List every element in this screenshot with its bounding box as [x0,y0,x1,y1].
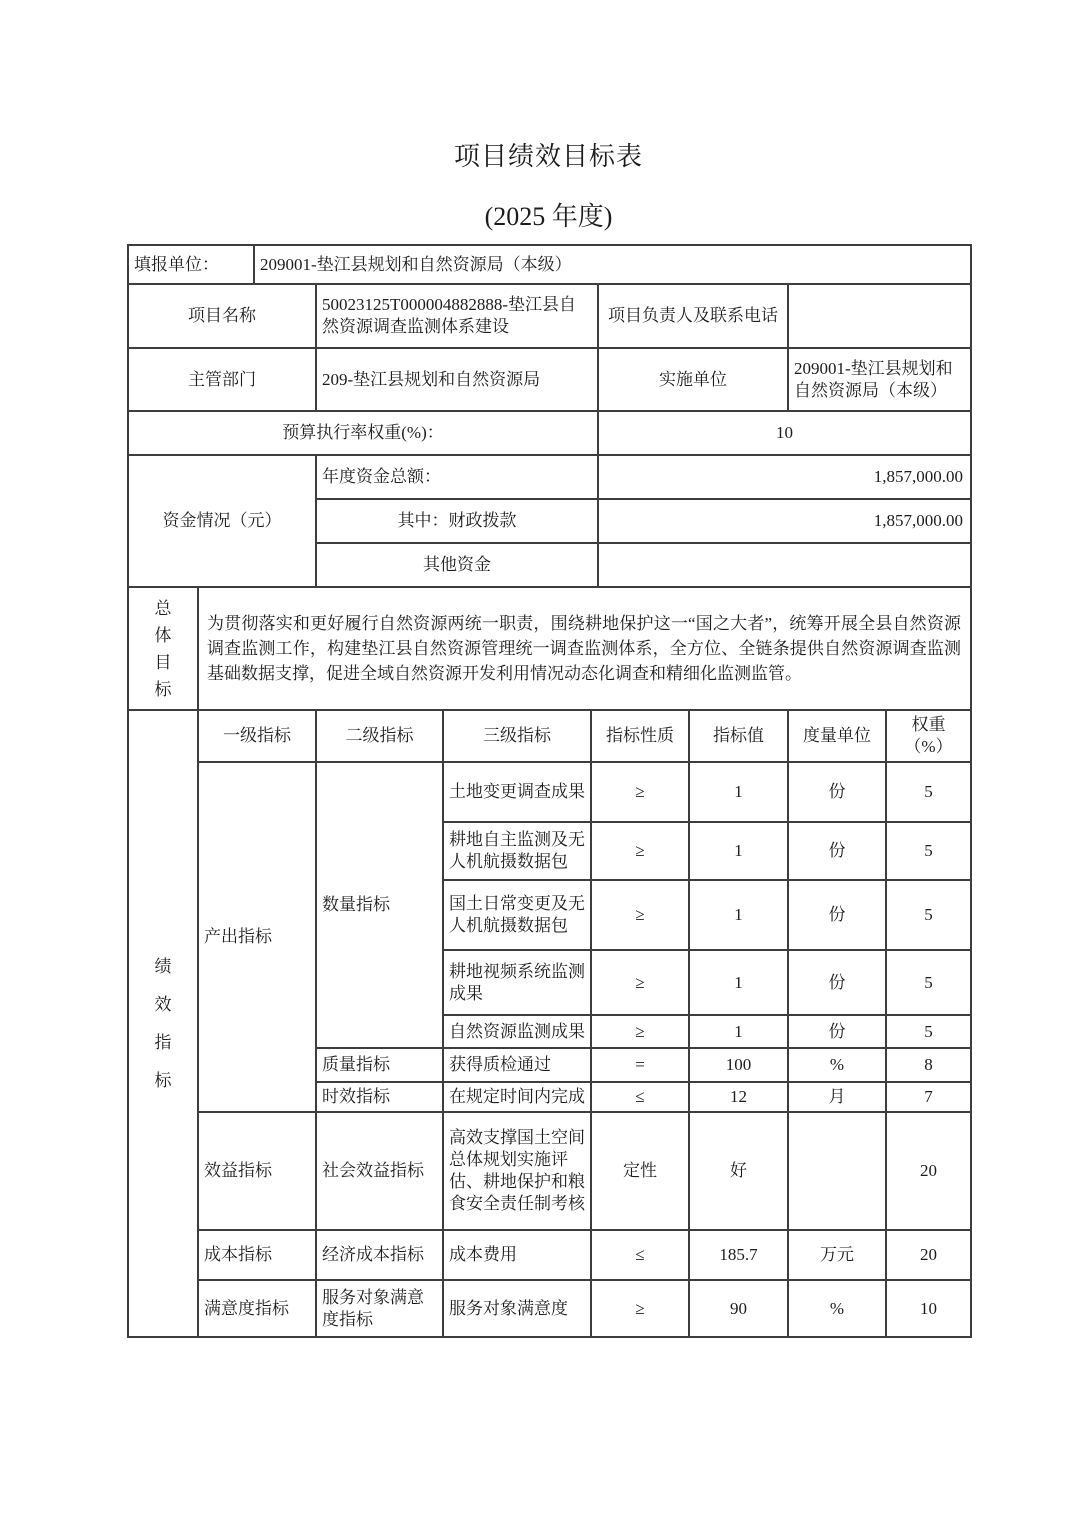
cell-weight: 5 [886,762,971,822]
table-row [128,1112,971,1230]
cell-nature: 定性 [591,1112,689,1230]
cell-value: 好 [689,1112,788,1230]
cell-nature: ≥ [591,880,689,950]
project-name-label: 项目名称 [128,284,316,348]
report-unit-value: 209001-垫江县规划和自然资源局（本级） [254,245,971,284]
cell-weight: 5 [886,1015,971,1048]
cell-value: 12 [689,1082,788,1112]
page-subtitle: (2025 年度) [484,202,613,231]
col-header-weight: 权重（%） [886,710,971,762]
table-row [128,1230,971,1280]
indicator-side-label: 绩效指标 [154,956,172,1090]
table-row [128,762,971,822]
cell-weight: 8 [886,1048,971,1082]
col-header-level2: 二级指标 [316,710,443,762]
cell-value: 1 [689,822,788,880]
budget-rate-label: 预算执行率权重(%)： [128,411,598,455]
cell-l3: 服务对象满意度 [443,1280,591,1337]
cell-nature: ≥ [591,1280,689,1337]
overall-goal-label: 总体目标 [154,598,172,699]
cell-l3: 自然资源监测成果 [443,1015,591,1048]
cell-value: 1 [689,1015,788,1048]
cell-l3: 在规定时间内完成 [443,1082,591,1112]
cell-l3: 高效支撑国土空间总体规划实施评估、耕地保护和粮食安全责任制考核 [443,1112,591,1230]
dept-label: 主管部门 [128,348,316,411]
cell-value: 185.7 [689,1230,788,1280]
level1-benefit: 效益指标 [198,1112,316,1230]
page-title: 项目绩效目标表 [453,142,643,171]
overall-goal-label-cell [128,587,198,710]
cell-l3: 成本费用 [443,1230,591,1280]
table-row [128,587,971,710]
manager-label: 项目负责人及联系电话 [598,284,788,348]
indicator-header-row [128,710,971,762]
cell-nature: ≥ [591,1015,689,1048]
cell-nature: ≥ [591,762,689,822]
level2-quantity: 数量指标 [316,762,443,1048]
cell-weight: 5 [886,822,971,880]
level1-satisfaction: 满意度指标 [198,1280,316,1337]
funds-fiscal-value: 1,857,000.00 [598,499,971,543]
cell-value: 100 [689,1048,788,1082]
tables-container [127,244,970,1338]
dept-value: 209-垫江县规划和自然资源局 [316,348,598,411]
col-header-unit: 度量单位 [788,710,886,762]
col-header-nature: 指标性质 [591,710,689,762]
level2-economic: 经济成本指标 [316,1230,443,1280]
cell-unit: 份 [788,1015,886,1048]
level1-output: 产出指标 [198,762,316,1112]
funds-total-label: 年度资金总额： [316,455,598,499]
cell-unit: % [788,1048,886,1082]
cell-nature: ≤ [591,1230,689,1280]
project-info-table [127,244,972,711]
cell-unit [788,1112,886,1230]
cell-nature: ≥ [591,822,689,880]
cell-weight: 20 [886,1112,971,1230]
level1-cost: 成本指标 [198,1230,316,1280]
col-header-level1: 一级指标 [198,710,316,762]
funds-total-value: 1,857,000.00 [598,455,971,499]
table-row [128,411,971,455]
impl-label: 实施单位 [598,348,788,411]
funds-other-label: 其他资金 [316,543,598,587]
cell-value: 1 [689,950,788,1015]
cell-nature: ≤ [591,1082,689,1112]
report-unit-label: 填报单位： [128,245,254,284]
cell-l3: 获得质检通过 [443,1048,591,1082]
cell-weight: 10 [886,1280,971,1337]
table-row [128,1280,971,1337]
table-row [128,284,971,348]
cell-l3: 耕地视频系统监测成果 [443,950,591,1015]
cell-value: 90 [689,1280,788,1337]
table-row [128,455,971,499]
cell-unit: 月 [788,1082,886,1112]
col-header-value: 指标值 [689,710,788,762]
cell-value: 1 [689,762,788,822]
cell-l3: 耕地自主监测及无人机航摄数据包 [443,822,591,880]
cell-weight: 5 [886,950,971,1015]
cell-nature: = [591,1048,689,1082]
indicator-table [127,709,972,1338]
table-row [128,245,971,284]
cell-unit: % [788,1280,886,1337]
cell-weight: 7 [886,1082,971,1112]
cell-unit: 万元 [788,1230,886,1280]
cell-unit: 份 [788,762,886,822]
overall-goal-text: 为贯彻落实和更好履行自然资源两统一职责，围绕耕地保护这一“国之大者”，统筹开展全县自然资源调查监测工作，构建垫江县自然资源管理统一调查监测体系，全方位、全链条提供自然资源调查监测基础数据支撑，促进全域自然资源开发利用情况动态化调查和精细化监测监管。 [198,587,971,710]
funds-fiscal-label: 其中：财政拨款 [316,499,598,543]
cell-nature: ≥ [591,950,689,1015]
cell-weight: 20 [886,1230,971,1280]
manager-value [788,284,971,348]
funds-other-value [598,543,971,587]
col-header-level3: 三级指标 [443,710,591,762]
level2-social: 社会效益指标 [316,1112,443,1230]
level2-quality: 质量指标 [316,1048,443,1082]
cell-l3: 国土日常变更及无人机航摄数据包 [443,880,591,950]
cell-value: 1 [689,880,788,950]
cell-unit: 份 [788,880,886,950]
funds-label: 资金情况（元） [128,455,316,587]
budget-rate-value: 10 [598,411,971,455]
level2-timeliness: 时效指标 [316,1082,443,1112]
cell-unit: 份 [788,822,886,880]
level2-service: 服务对象满意度指标 [316,1280,443,1337]
cell-l3: 土地变更调查成果 [443,762,591,822]
project-name-value: 50023125T000004882888-垫江县自然资源调查监测体系建设 [316,284,598,348]
table-row [128,348,971,411]
cell-unit: 份 [788,950,886,1015]
cell-weight: 5 [886,880,971,950]
impl-value: 209001-垫江县规划和自然资源局（本级） [788,348,971,411]
indicator-side-label-cell [128,710,198,1337]
